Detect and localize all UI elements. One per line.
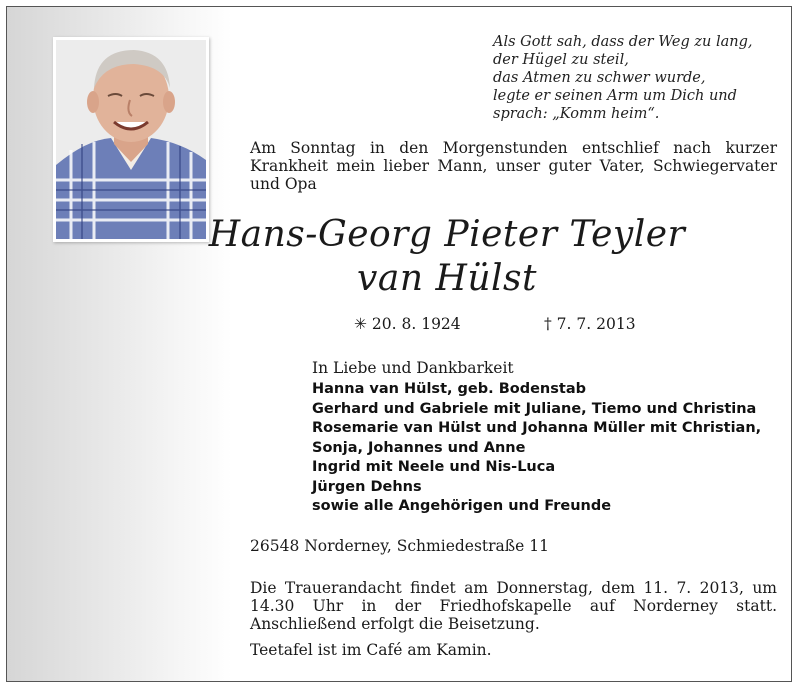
poem-line: der Hügel zu steil, xyxy=(493,52,629,68)
poem-line: legte er seinen Arm um Dich und xyxy=(493,88,737,104)
birth-date: ✳ 20. 8. 1924 xyxy=(354,315,461,333)
family-member: Jürgen Dehns xyxy=(312,478,422,495)
portrait-illustration xyxy=(56,40,206,239)
address: 26548 Norderney, Schmiedestraße 11 xyxy=(250,537,549,555)
intro-text: Am Sonntag in den Morgenstunden entschlief nach kurzer Krankheit mein lieber Mann, unser guter Vater, Schwiegervater und Opa xyxy=(250,139,777,193)
poem-line: das Atmen zu schwer wurde, xyxy=(493,70,706,86)
portrait-image xyxy=(56,40,206,239)
poem-line: sprach: „Komm heim“. xyxy=(493,106,660,122)
deceased-name xyxy=(207,213,687,301)
family-list xyxy=(312,380,761,517)
portrait-photo xyxy=(53,37,209,242)
teetafel-info: Teetafel ist im Café am Kamin. xyxy=(250,641,492,659)
poem xyxy=(493,33,783,123)
death-date: † 7. 7. 2013 xyxy=(544,315,636,333)
family-member: sowie alle Angehörigen und Freunde xyxy=(312,498,612,514)
family-member: Gerhard und Gabriele mit Juliane, Tiemo und Christina xyxy=(312,400,757,417)
family-member: Sonja, Johannes und Anne xyxy=(312,439,526,456)
obituary-notice xyxy=(6,6,792,682)
deceased-name-line-2: van Hülst xyxy=(357,258,537,299)
family-member: Ingrid mit Neele und Nis-Luca xyxy=(312,459,556,475)
signoff: In Liebe und Dankbarkeit xyxy=(312,359,514,377)
deceased-name-line-1: Hans-Georg Pieter Teyler xyxy=(208,214,686,255)
family-member: Hanna van Hülst, geb. Bodenstab xyxy=(312,381,586,397)
poem-line: Als Gott sah, dass der Weg zu lang, xyxy=(493,34,753,50)
family-member: Rosemarie van Hülst und Johanna Müller mit Christian, xyxy=(312,420,762,436)
service-info: Die Trauerandacht findet am Donnerstag, dem 11. 7. 2013, um 14.30 Uhr in der Friedhofskapelle auf Norderney statt. Anschließend erfolgt die Beisetzung. xyxy=(250,579,777,633)
